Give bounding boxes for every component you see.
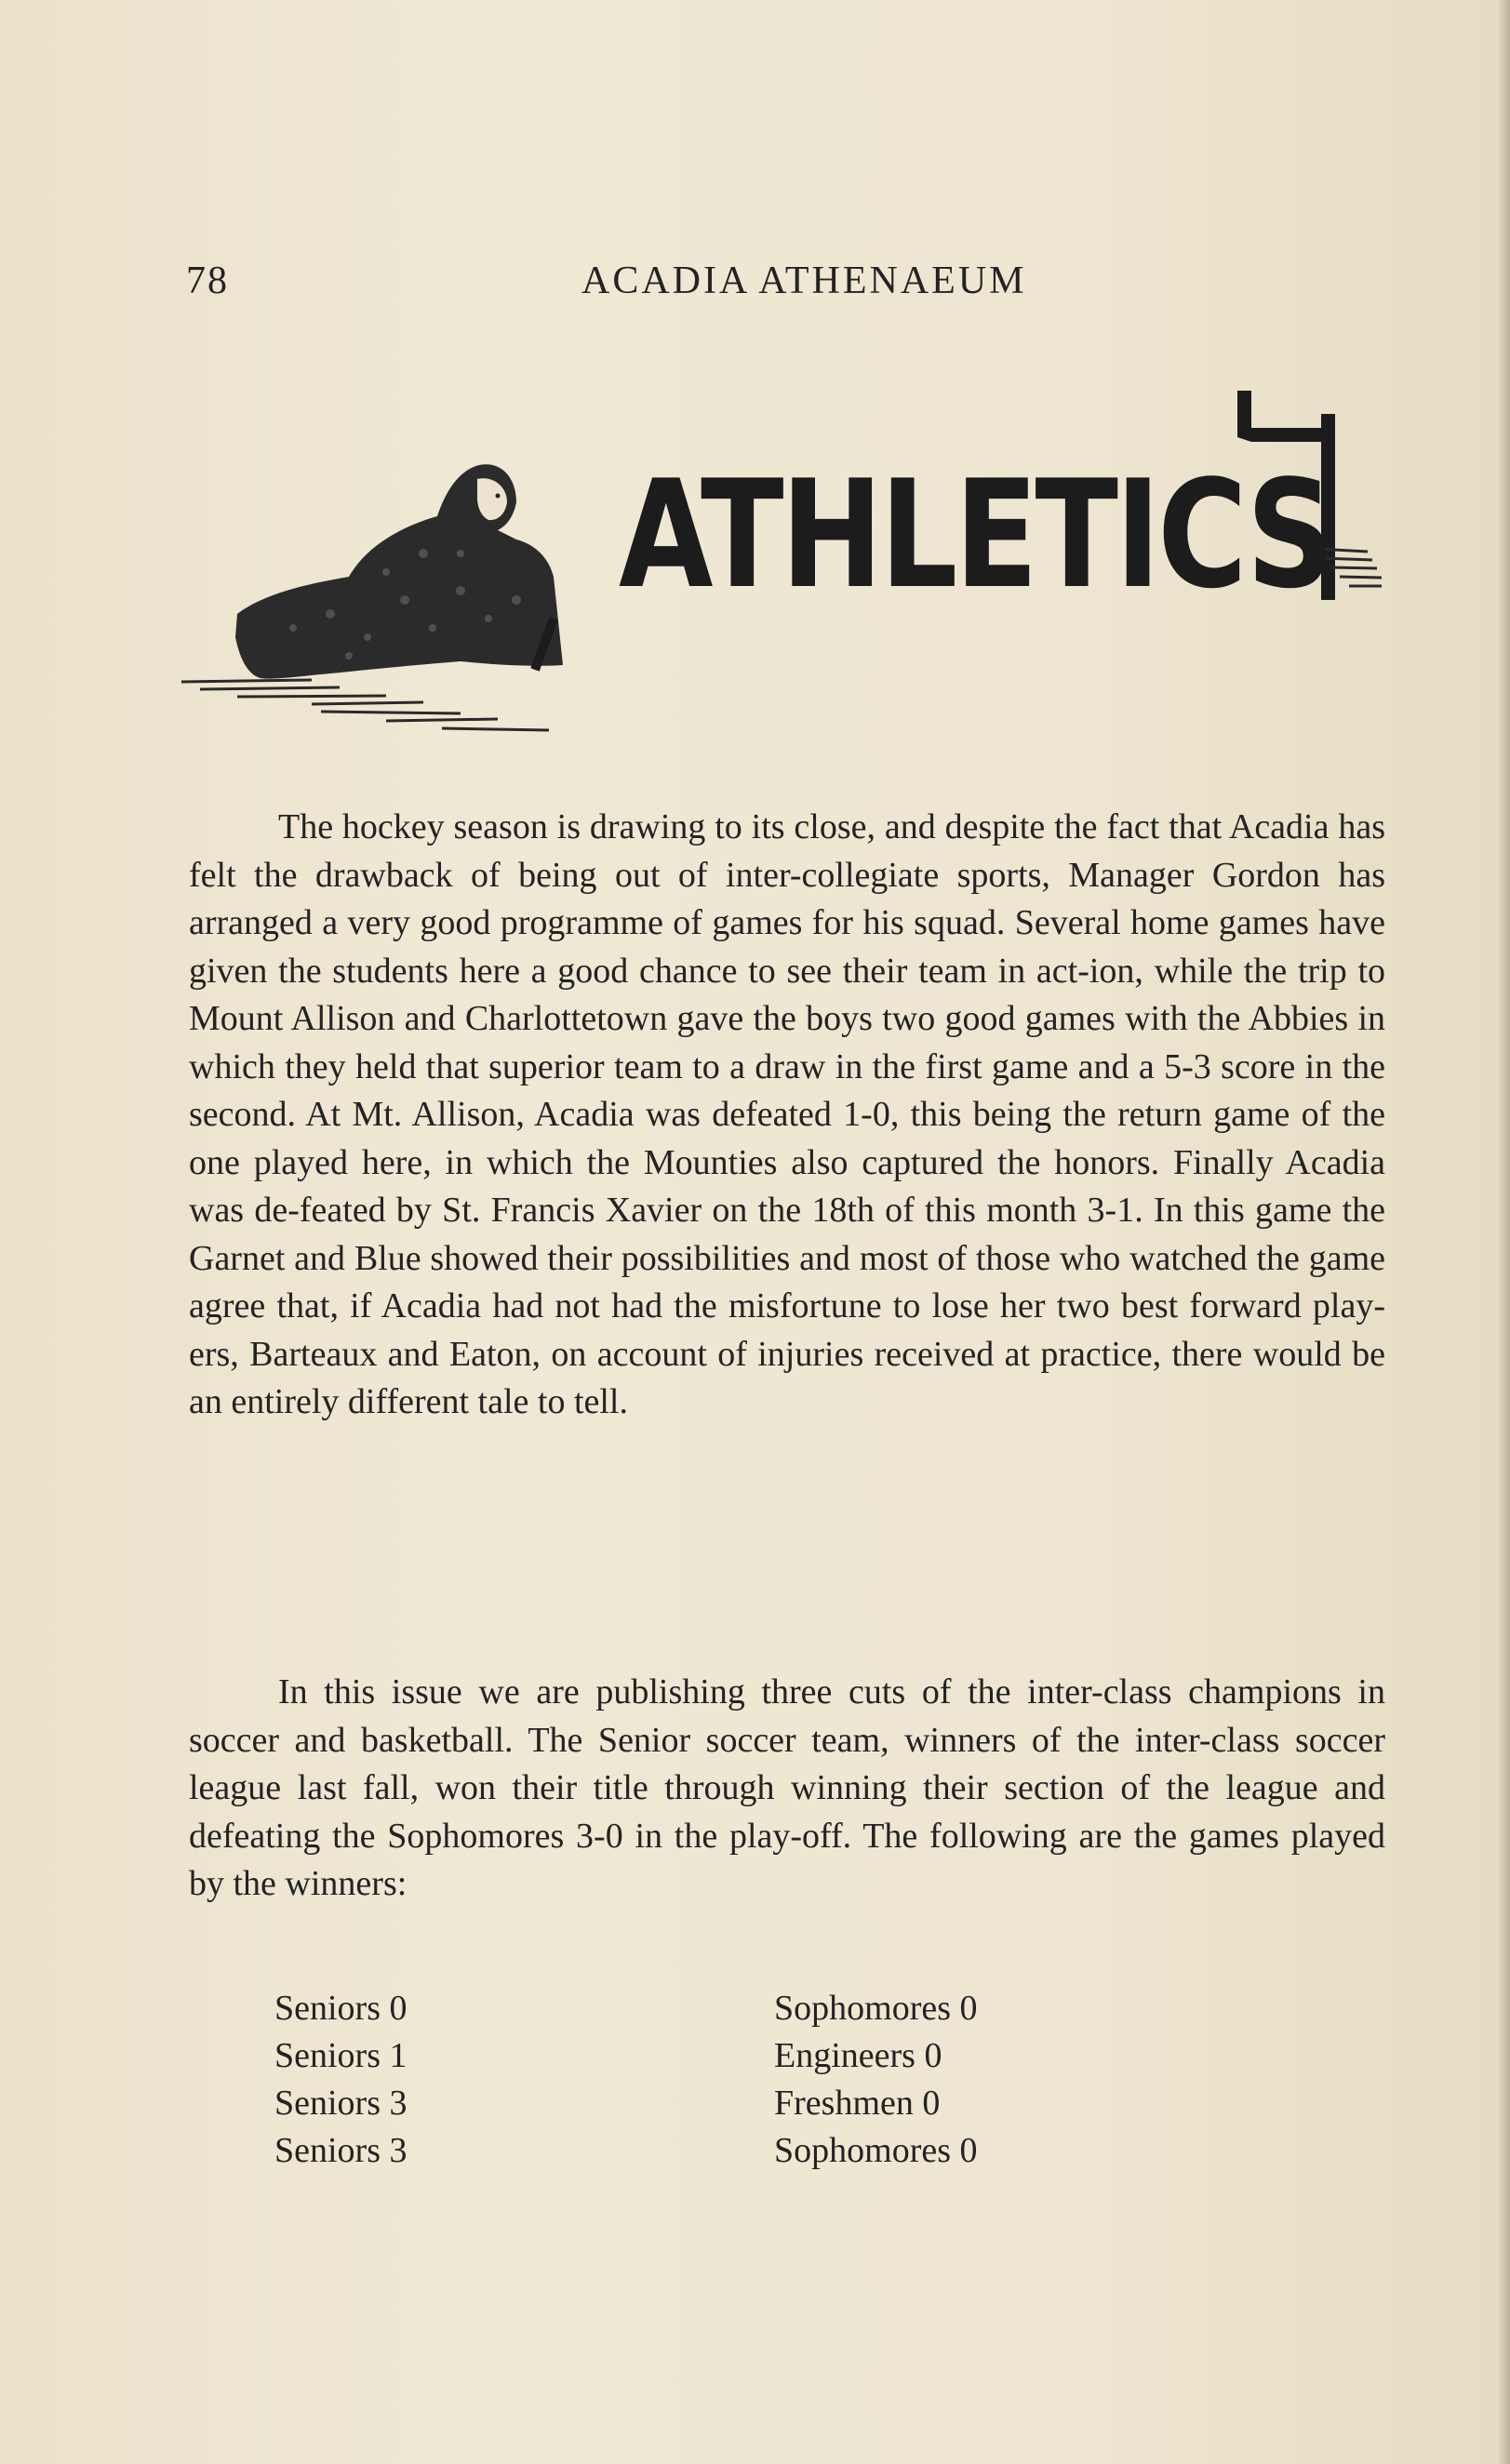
athletics-banner: [181, 386, 1391, 739]
score-opponent: Engineers 0: [774, 2036, 942, 2075]
score-winner: Seniors 0: [274, 1989, 408, 2028]
paragraph-inter-class-champions: In this issue we are publishing three cuts of the inter-class champions in soccer and basketball. The Senior soccer team, winners of the inter-class soccer league last fall, won their title through winning their section of the league and defeating the Sophomores 3-0 in the play-off. The following are the games played by the winners:: [189, 1672, 1385, 1903]
score-winner: Seniors 1: [274, 2036, 408, 2075]
score-opponent: Freshmen 0: [774, 2084, 941, 2123]
athletics-heading: ATHLETICS: [619, 447, 1331, 621]
page-number: 78: [186, 260, 229, 302]
score-row: [274, 2127, 1112, 2175]
page-edge-shadow: [1497, 0, 1510, 2464]
score-list: [274, 1985, 1112, 2175]
score-row: [274, 2032, 1112, 2080]
score-winner: Seniors 3: [274, 2131, 408, 2170]
score-row: [274, 2080, 1112, 2127]
score-row: [274, 1985, 1112, 2032]
score-opponent: Sophomores 0: [774, 1989, 978, 2028]
score-opponent: Sophomores 0: [774, 2131, 978, 2170]
score-winner: Seniors 3: [274, 2084, 408, 2123]
journal-title: ACADIA ATHENAEUM: [581, 260, 1027, 302]
paragraph-hockey-season: The hockey season is drawing to its close, and despite the fact that Acadia has felt the drawback of being out of inter-collegiate sports, Manager Gordon has arranged a very good programme of games for his squad. Several home games have given the students here a good chance to see their team in act-ion, while the trip to Mount Allison and Charlottetown gave the boys two good games with the Abbies in which they held that superior team to a draw in the first game and a 5-3 score in the second. At Mt. Allison, Acadia was defeated 1-0, this being the return game of the one played here, in which the Mounties also captured the honors. Finally Acadia was de-feated by St. Francis Xavier on the 18th of this month 3-1. In this game the Garnet and Blue showed their possibilities and most of those who watched the game agree that, if Acadia had not had the misfortune to lose her two best forward play-ers, Barteaux and Eaton, on account of injuries received at practice, there would be an entirely different tale to tell.: [189, 807, 1385, 1421]
running-head: [186, 259, 1396, 305]
